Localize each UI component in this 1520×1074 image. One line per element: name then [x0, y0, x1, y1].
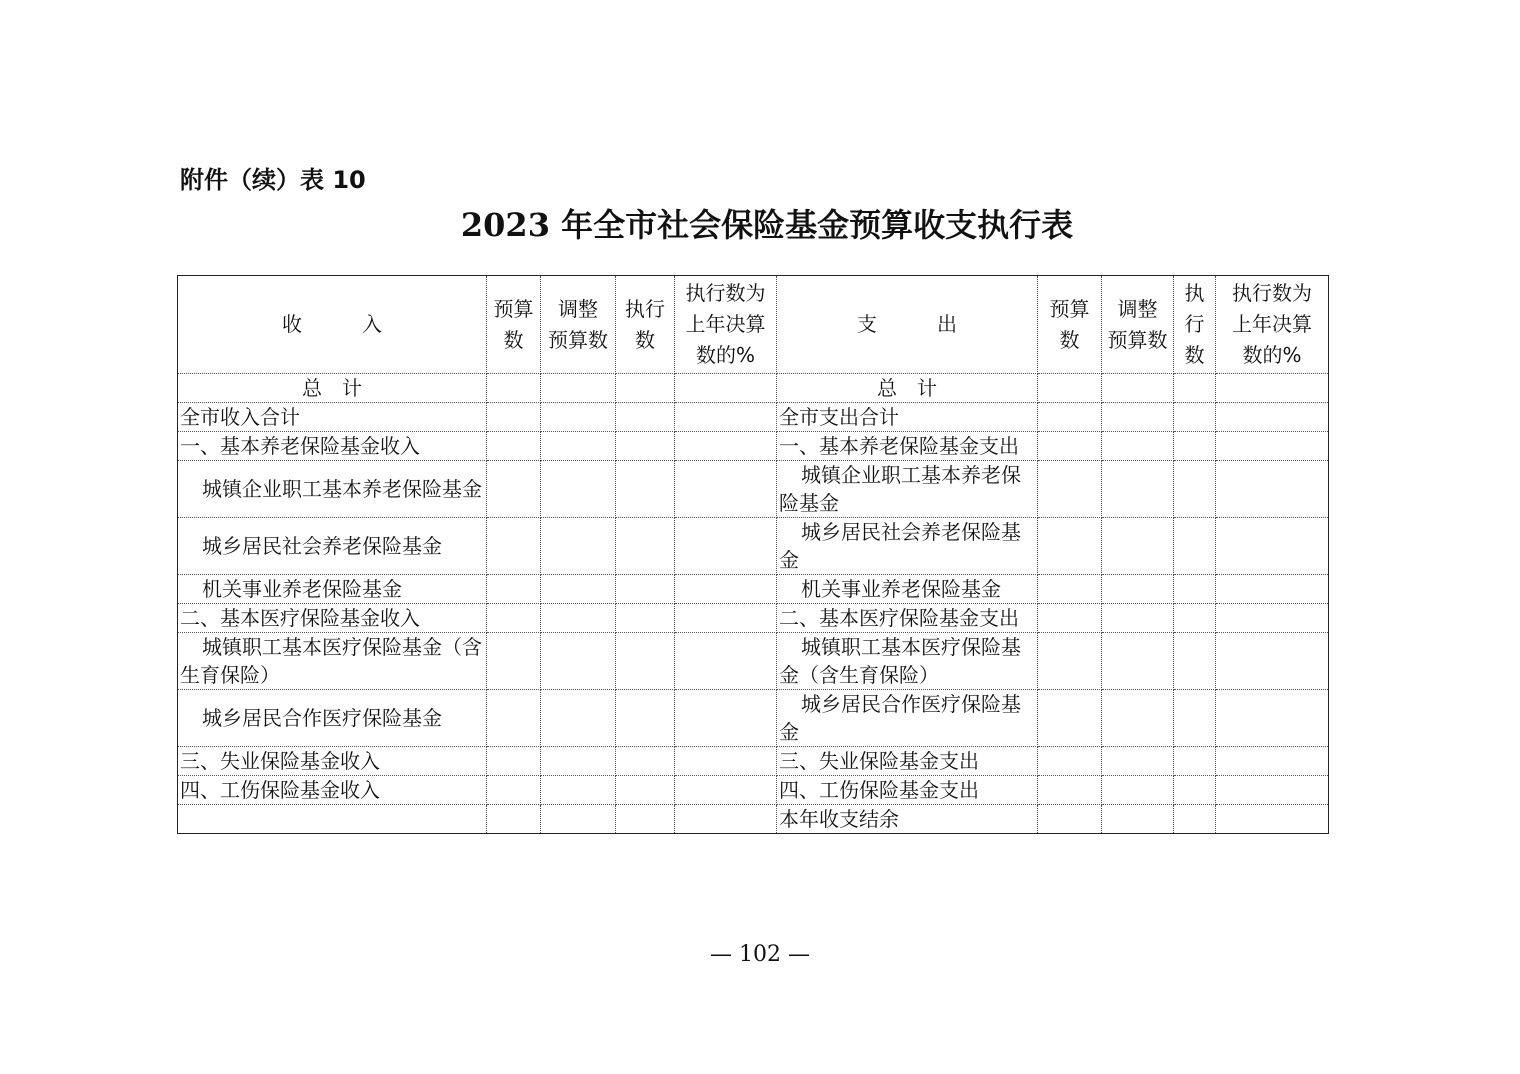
cell	[675, 633, 777, 690]
cell	[1216, 374, 1329, 403]
cell	[1216, 747, 1329, 776]
col-header-executed-2: 执 行 数	[1174, 276, 1216, 374]
cell	[541, 432, 616, 461]
expense-item: 本年收支结余	[777, 805, 1038, 834]
cell	[1102, 518, 1174, 575]
table-header-row	[178, 276, 1329, 374]
table-row	[178, 461, 1329, 518]
table-row	[178, 690, 1329, 747]
cell	[1038, 690, 1102, 747]
cell	[487, 461, 541, 518]
col-header-executed-pct-2: 执行数为 上年决算 数的%	[1216, 276, 1329, 374]
cell	[675, 776, 777, 805]
table-row	[178, 432, 1329, 461]
cell	[1038, 432, 1102, 461]
cell	[1038, 461, 1102, 518]
cell	[487, 575, 541, 604]
cell	[1038, 776, 1102, 805]
income-item: 城乡居民社会养老保险基金	[178, 518, 487, 575]
table-row	[178, 374, 1329, 403]
cell	[675, 575, 777, 604]
cell	[541, 374, 616, 403]
cell	[1038, 633, 1102, 690]
cell	[541, 776, 616, 805]
cell	[487, 805, 541, 834]
cell	[1102, 633, 1174, 690]
income-item: 三、失业保险基金收入	[178, 747, 487, 776]
cell	[541, 633, 616, 690]
cell	[487, 403, 541, 432]
cell	[1038, 374, 1102, 403]
cell	[616, 432, 675, 461]
cell	[1102, 432, 1174, 461]
cell	[1216, 604, 1329, 633]
cell	[675, 518, 777, 575]
cell	[675, 374, 777, 403]
expense-item: 四、工伤保险基金支出	[777, 776, 1038, 805]
col-header-executed: 执行 数	[616, 276, 675, 374]
cell	[675, 432, 777, 461]
cell	[1174, 575, 1216, 604]
cell	[616, 518, 675, 575]
table-row	[178, 776, 1329, 805]
table-row	[178, 403, 1329, 432]
col-header-adjusted-budget: 调整 预算数	[541, 276, 616, 374]
cell	[675, 690, 777, 747]
cell	[487, 432, 541, 461]
table-row	[178, 604, 1329, 633]
cell	[1102, 575, 1174, 604]
cell	[1102, 690, 1174, 747]
expense-item: 一、基本养老保险基金支出	[777, 432, 1038, 461]
table-row	[178, 805, 1329, 834]
cell	[1038, 575, 1102, 604]
cell	[616, 805, 675, 834]
income-item: 二、基本医疗保险基金收入	[178, 604, 487, 633]
cell	[1174, 604, 1216, 633]
cell	[1102, 604, 1174, 633]
cell	[675, 805, 777, 834]
expense-item: 城镇企业职工基本养老保险基金	[777, 461, 1038, 518]
cell	[616, 374, 675, 403]
cell	[1216, 518, 1329, 575]
cell	[541, 461, 616, 518]
cell	[616, 633, 675, 690]
expense-item: 总 计	[777, 374, 1038, 403]
income-item	[178, 805, 487, 834]
cell	[1216, 432, 1329, 461]
cell	[1174, 461, 1216, 518]
cell	[487, 776, 541, 805]
income-item: 全市收入合计	[178, 403, 487, 432]
cell	[1038, 805, 1102, 834]
expense-item: 城乡居民合作医疗保险基金	[777, 690, 1038, 747]
income-item: 总 计	[178, 374, 487, 403]
cell	[1174, 633, 1216, 690]
cell	[1102, 805, 1174, 834]
page-number: — 102 —	[710, 942, 810, 967]
cell	[1038, 518, 1102, 575]
income-item: 城镇企业职工基本养老保险基金	[178, 461, 487, 518]
cell	[675, 461, 777, 518]
cell	[487, 604, 541, 633]
cell	[675, 747, 777, 776]
cell	[1174, 432, 1216, 461]
expense-item: 全市支出合计	[777, 403, 1038, 432]
cell	[1216, 461, 1329, 518]
table-row	[178, 518, 1329, 575]
col-header-executed-pct: 执行数为 上年决算 数的%	[675, 276, 777, 374]
cell	[541, 805, 616, 834]
cell	[1216, 690, 1329, 747]
cell	[541, 604, 616, 633]
cell	[1216, 403, 1329, 432]
cell	[1038, 403, 1102, 432]
cell	[487, 747, 541, 776]
cell	[616, 690, 675, 747]
expense-item: 三、失业保险基金支出	[777, 747, 1038, 776]
cell	[487, 374, 541, 403]
page-title: 2023 年全市社会保险基金预算收支执行表	[460, 206, 1074, 244]
expense-item: 城镇职工基本医疗保险基金（含生育保险）	[777, 633, 1038, 690]
col-header-budget-2: 预算 数	[1038, 276, 1102, 374]
cell	[541, 403, 616, 432]
cell	[1216, 776, 1329, 805]
cell	[541, 747, 616, 776]
income-item: 四、工伤保险基金收入	[178, 776, 487, 805]
cell	[1174, 747, 1216, 776]
cell	[1216, 805, 1329, 834]
cell	[487, 633, 541, 690]
cell	[1102, 747, 1174, 776]
cell	[541, 690, 616, 747]
cell	[1102, 776, 1174, 805]
cell	[1216, 575, 1329, 604]
table-row	[178, 575, 1329, 604]
cell	[616, 403, 675, 432]
cell	[1174, 374, 1216, 403]
cell	[616, 604, 675, 633]
cell	[616, 575, 675, 604]
cell	[1038, 747, 1102, 776]
cell	[1174, 776, 1216, 805]
cell	[1174, 518, 1216, 575]
cell	[616, 461, 675, 518]
table-row	[178, 747, 1329, 776]
cell	[541, 575, 616, 604]
income-item: 机关事业养老保险基金	[178, 575, 487, 604]
expense-item: 机关事业养老保险基金	[777, 575, 1038, 604]
cell	[1038, 604, 1102, 633]
attachment-label: 附件（续）表 10	[180, 166, 366, 194]
cell	[1102, 461, 1174, 518]
col-header-income: 收入	[178, 276, 487, 374]
cell	[541, 518, 616, 575]
cell	[1102, 374, 1174, 403]
cell	[1174, 805, 1216, 834]
cell	[616, 776, 675, 805]
budget-execution-table	[177, 275, 1329, 834]
income-item: 城乡居民合作医疗保险基金	[178, 690, 487, 747]
cell	[487, 690, 541, 747]
cell	[616, 747, 675, 776]
cell	[675, 403, 777, 432]
table-row	[178, 633, 1329, 690]
income-item: 一、基本养老保险基金收入	[178, 432, 487, 461]
cell	[1174, 403, 1216, 432]
col-header-expense: 支出	[777, 276, 1038, 374]
income-item: 城镇职工基本医疗保险基金（含生育保险）	[178, 633, 487, 690]
cell	[1174, 690, 1216, 747]
cell	[487, 518, 541, 575]
cell	[1102, 403, 1174, 432]
col-header-adjusted-budget-2: 调整 预算数	[1102, 276, 1174, 374]
expense-item: 二、基本医疗保险基金支出	[777, 604, 1038, 633]
expense-item: 城乡居民社会养老保险基金	[777, 518, 1038, 575]
cell	[675, 604, 777, 633]
cell	[1216, 633, 1329, 690]
col-header-budget: 预算 数	[487, 276, 541, 374]
